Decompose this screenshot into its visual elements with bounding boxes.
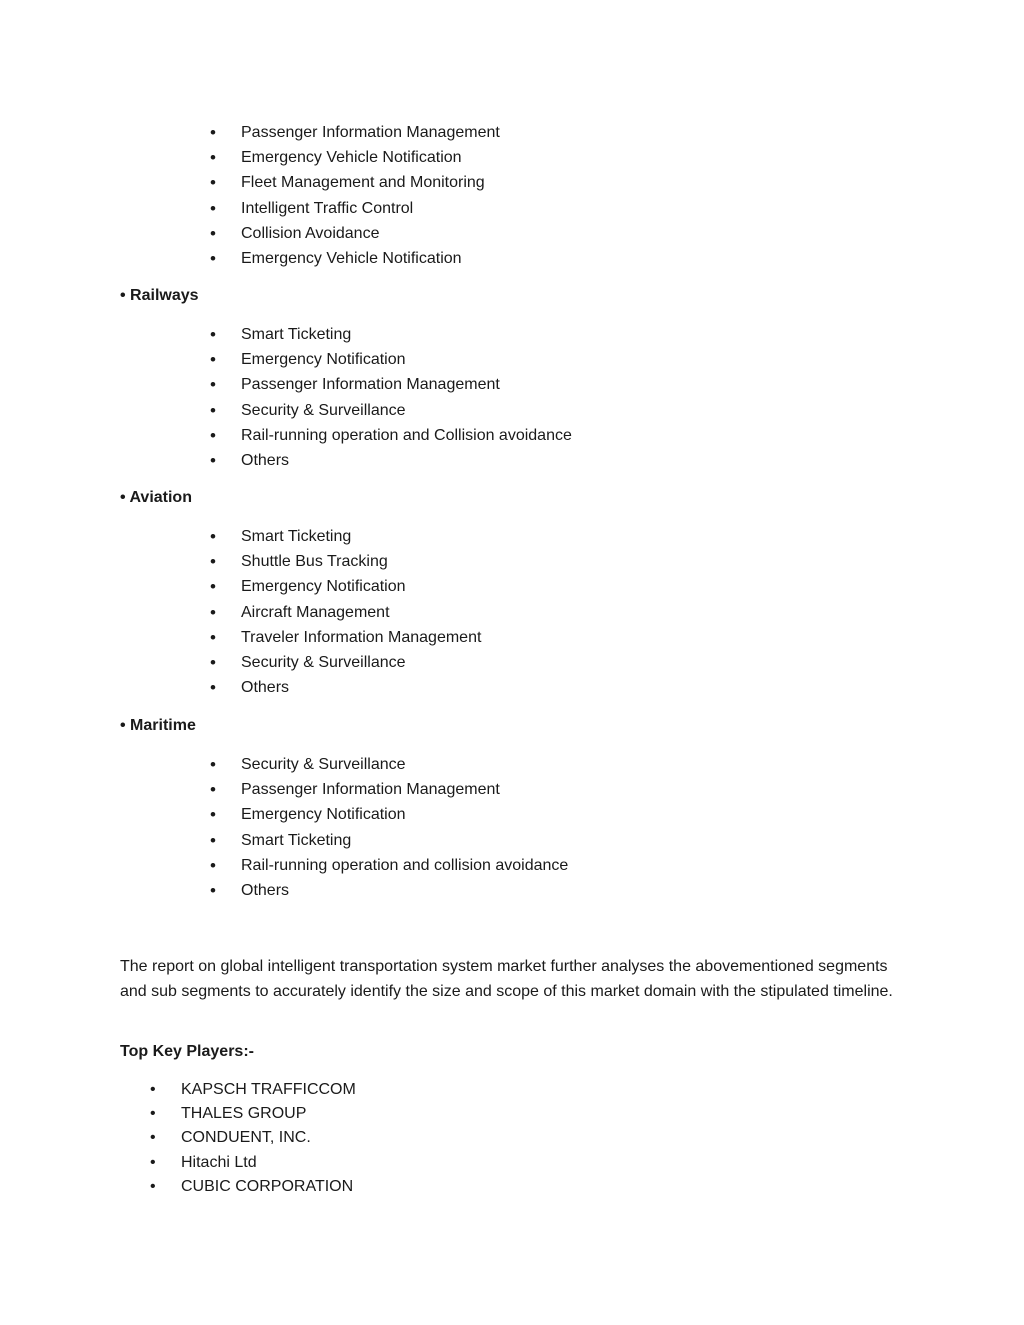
bullet-icon: • [150,1153,156,1171]
bullet-icon: • [210,577,216,597]
list-item-text: Emergency Vehicle Notification [241,249,462,267]
bullet-icon: • [210,450,216,470]
list-item [210,398,572,423]
list-item [150,1126,356,1150]
railways-sub-list [210,322,572,473]
list-item-text: KAPSCH TRAFFICCOM [181,1081,356,1098]
list-item [210,120,500,145]
list-item [210,574,481,599]
report-paragraph: The report on global intelligent transportation system market further analyses the abovementioned segments and sub segments to accurately identify the size and scope of this market domain with the stipulated timeline. [120,958,893,1000]
bullet-icon: • [210,552,216,572]
list-item-text: Shuttle Bus Tracking [241,553,388,571]
list-item [210,878,568,903]
list-item-text: Security & Surveillance [241,653,406,671]
list-item [210,625,481,650]
list-item-text: CUBIC CORPORATION [181,1177,354,1195]
list-item-text: Traveler Information Management [241,628,482,646]
list-item-text: Passenger Information Management [241,376,500,394]
road-sub-list [210,120,500,271]
railways-heading: • Railways [120,287,199,304]
list-item [210,170,500,195]
list-item [210,145,500,170]
bullet-icon: • [210,527,216,546]
list-item [210,196,500,221]
list-item [150,1102,356,1126]
bullet-icon: • [150,1105,156,1123]
aviation-heading: • Aviation [120,489,192,506]
bullet-icon: • [150,1129,156,1147]
list-item-text: Intelligent Traffic Control [241,199,414,217]
list-item-text: Smart Ticketing [241,326,352,343]
list-item-text: Others [241,679,290,697]
list-item-text: Fleet Management and Monitoring [241,174,485,192]
bullet-icon: • [210,855,216,875]
list-item [210,802,568,827]
bullet-icon: • [210,148,216,168]
bullet-icon: • [210,400,216,420]
list-item-text: Security & Surveillance [241,401,406,419]
list-item [210,828,568,853]
list-item [210,600,481,625]
bullet-icon: • [210,652,216,672]
list-item [210,322,572,347]
list-item-text: Emergency Notification [241,578,406,596]
list-item-text: Others [241,881,290,899]
list-item-text: Passenger Information Management [241,781,500,799]
key-players-list [150,1078,356,1199]
list-item-text: Rail-running operation and collision avoidance [241,856,569,874]
maritime-sub-list [210,752,568,903]
bullet-icon: • [210,780,216,800]
list-item [210,423,572,448]
list-item-text: Emergency Vehicle Notification [241,149,462,167]
bullet-icon: • [210,880,216,900]
bullet-icon: • [210,755,216,774]
bullet-icon: • [210,425,216,445]
list-item [150,1151,356,1175]
list-item [210,246,500,271]
list-item-text: Hitachi Ltd [181,1153,257,1171]
bullet-icon: • [210,198,216,218]
list-item [210,650,481,675]
list-item-text: CONDUENT, INC. [181,1129,311,1147]
bullet-icon: • [210,602,216,622]
bullet-icon: • [210,375,216,395]
list-item-text: Passenger Information Management [241,124,500,141]
bullet-icon: • [150,1177,156,1195]
list-item [210,221,500,246]
bullet-icon: • [210,123,216,142]
aviation-sub-list [210,524,481,700]
list-item [150,1175,356,1199]
bullet-icon: • [210,830,216,850]
bullet-icon: • [210,223,216,243]
bullet-icon: • [210,173,216,193]
list-item [210,347,572,372]
list-item [210,675,481,700]
list-item [210,524,481,549]
list-item [150,1078,356,1102]
list-item-text: Collision Avoidance [241,224,380,242]
list-item [210,549,481,574]
bullet-icon: • [210,350,216,370]
list-item-text: THALES GROUP [181,1105,307,1123]
key-players-heading: Top Key Players:- [120,1043,254,1060]
bullet-icon: • [210,627,216,647]
list-item-text: Rail-running operation and Collision avoidance [241,426,572,444]
bullet-icon: • [210,678,216,698]
list-item-text: Emergency Notification [241,351,406,369]
maritime-heading: • Maritime [120,717,196,734]
list-item-text: Emergency Notification [241,806,406,824]
bullet-icon: • [210,248,216,268]
bullet-icon: • [210,805,216,825]
list-item-text: Smart Ticketing [241,831,352,849]
list-item [210,372,572,397]
list-item [210,777,568,802]
list-item-text: Others [241,451,290,469]
list-item-text: Smart Ticketing [241,528,352,545]
list-item [210,448,572,473]
list-item [210,853,568,878]
list-item [210,752,568,777]
list-item-text: Security & Surveillance [241,756,406,773]
list-item-text: Aircraft Management [241,603,390,621]
bullet-icon: • [210,325,216,344]
bullet-icon: • [150,1081,156,1098]
